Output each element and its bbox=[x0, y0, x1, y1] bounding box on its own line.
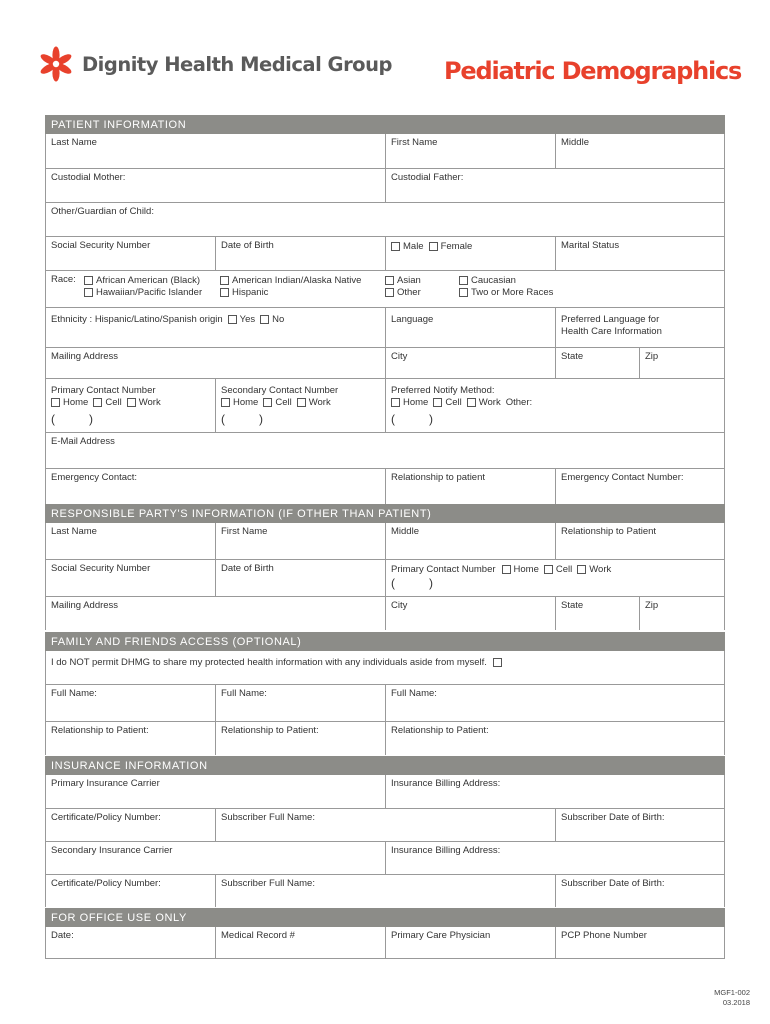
primary-certificate-field[interactable] bbox=[46, 809, 216, 841]
secondary-policy-row bbox=[45, 874, 725, 907]
section-family-friends: FAMILY AND FRIENDS ACCESS (OPTIONAL) bbox=[45, 632, 725, 651]
primary-contact-label: Primary Contact Number bbox=[51, 384, 156, 396]
secondary-contact-label: Secondary Contact Number bbox=[221, 384, 339, 396]
primary-cell-label: Cell bbox=[105, 396, 122, 408]
rp-cell-checkbox[interactable] bbox=[544, 565, 553, 574]
guardian-label: Other/Guardian of Child: bbox=[51, 206, 154, 217]
secondary-cell-label: Cell bbox=[275, 396, 292, 408]
responsible-ssn-row bbox=[45, 559, 725, 596]
hawaiian-checkbox[interactable] bbox=[84, 288, 93, 297]
primary-cell-checkbox[interactable] bbox=[93, 398, 102, 407]
custodial-mother-label: Custodial Mother: bbox=[51, 172, 126, 183]
custodial-mother-field[interactable] bbox=[46, 169, 386, 202]
family-relationship-row bbox=[45, 721, 725, 755]
medical-record-field[interactable] bbox=[216, 927, 386, 958]
city-label: City bbox=[391, 351, 408, 362]
notify-cell-checkbox[interactable] bbox=[433, 398, 442, 407]
full-name-label: Full Name: bbox=[51, 688, 97, 699]
secondary-work-checkbox[interactable] bbox=[297, 398, 306, 407]
responsible-name-row bbox=[45, 523, 725, 559]
emergency-contact-field[interactable] bbox=[46, 469, 386, 504]
family-full-name-3[interactable] bbox=[386, 685, 724, 721]
female-label: Female bbox=[440, 240, 473, 252]
mailing-address-field[interactable] bbox=[46, 348, 386, 378]
subscriber-name-label: Subscriber Full Name: bbox=[221, 812, 315, 823]
rp-last-name-field[interactable] bbox=[46, 523, 216, 559]
office-date-label: Date: bbox=[51, 930, 74, 941]
area-code-close: ) bbox=[259, 412, 263, 426]
male-label: Male bbox=[403, 240, 424, 252]
rp-home-checkbox[interactable] bbox=[502, 565, 511, 574]
form-code: MGF1-002 bbox=[714, 988, 750, 997]
rp-work-checkbox[interactable] bbox=[577, 565, 586, 574]
family-relationship-2[interactable] bbox=[216, 722, 386, 755]
form-footer bbox=[714, 988, 750, 1008]
billing-address-label: Insurance Billing Address: bbox=[391, 845, 501, 856]
primary-carrier-field[interactable] bbox=[46, 775, 386, 808]
subscriber-dob-label: Subscriber Date of Birth: bbox=[561, 812, 665, 823]
rp-mailing-field[interactable] bbox=[46, 597, 386, 630]
office-row bbox=[45, 927, 725, 958]
family-names-row bbox=[45, 684, 725, 721]
rp-relationship-field[interactable] bbox=[556, 523, 724, 559]
rp-zip-label: Zip bbox=[645, 600, 659, 611]
rp-city-label: City bbox=[391, 600, 408, 611]
certificate-label: Certificate/Policy Number: bbox=[51, 878, 161, 889]
zip-field[interactable] bbox=[640, 348, 724, 378]
secondary-cell-checkbox[interactable] bbox=[263, 398, 272, 407]
last-name-label: Last Name bbox=[51, 137, 97, 148]
ssn-field[interactable] bbox=[46, 237, 216, 270]
guardian-row bbox=[45, 202, 725, 236]
gender-field bbox=[386, 237, 556, 270]
responsible-mailing-row bbox=[45, 596, 725, 630]
race-field bbox=[46, 271, 724, 307]
notify-method-label: Preferred Notify Method: bbox=[391, 384, 495, 396]
rp-mailing-label: Mailing Address bbox=[51, 600, 119, 611]
secondary-carrier-label: Secondary Insurance Carrier bbox=[51, 845, 173, 856]
hawaiian-label: Hawaiian/Pacific Islander bbox=[96, 286, 203, 298]
area-code-open: ( bbox=[391, 412, 395, 426]
secondary-insurance-row bbox=[45, 841, 725, 874]
preferred-language-field[interactable] bbox=[556, 308, 724, 347]
area-code-close: ) bbox=[429, 412, 433, 426]
rp-primary-contact-label: Primary Contact Number bbox=[391, 563, 496, 575]
notify-home-checkbox[interactable] bbox=[391, 398, 400, 407]
org-name: Dignity Health Medical Group bbox=[82, 52, 392, 76]
family-permission-row bbox=[45, 651, 725, 684]
emergency-row bbox=[45, 468, 725, 504]
state-field[interactable] bbox=[556, 348, 640, 378]
primary-billing-address-field[interactable] bbox=[386, 775, 724, 808]
rp-ssn-field[interactable] bbox=[46, 560, 216, 596]
female-checkbox[interactable] bbox=[429, 242, 438, 251]
primary-policy-row bbox=[45, 808, 725, 841]
rp-phone-input[interactable] bbox=[391, 576, 719, 590]
rp-state-label: State bbox=[561, 600, 584, 611]
middle-name-field[interactable] bbox=[556, 134, 724, 168]
rp-first-name-field[interactable] bbox=[216, 523, 386, 559]
primary-subscriber-name-field[interactable] bbox=[216, 809, 556, 841]
primary-home-label: Home bbox=[63, 396, 89, 408]
american-indian-label: American Indian/Alaska Native bbox=[232, 274, 362, 286]
section-office-use: FOR OFFICE USE ONLY bbox=[45, 908, 725, 927]
office-date-field[interactable] bbox=[46, 927, 216, 958]
secondary-subscriber-dob-field[interactable] bbox=[556, 875, 724, 907]
medical-record-label: Medical Record # bbox=[221, 930, 295, 941]
hispanic-checkbox[interactable] bbox=[220, 288, 229, 297]
emergency-number-label: Emergency Contact Number: bbox=[561, 472, 684, 483]
demographics-form bbox=[45, 115, 725, 959]
african-american-checkbox[interactable] bbox=[84, 276, 93, 285]
section-patient-information: PATIENT INFORMATION bbox=[45, 115, 725, 134]
rp-last-name-label: Last Name bbox=[51, 526, 97, 537]
emergency-contact-label: Emergency Contact: bbox=[51, 472, 138, 483]
area-code-close: ) bbox=[429, 576, 433, 590]
relationship-label: Relationship to patient bbox=[391, 472, 486, 483]
american-indian-checkbox[interactable] bbox=[220, 276, 229, 285]
rp-city-field[interactable] bbox=[386, 597, 556, 630]
email-row bbox=[45, 432, 725, 468]
primary-phone-input[interactable] bbox=[51, 412, 210, 426]
ethnicity-no-checkbox[interactable] bbox=[260, 315, 269, 324]
family-permission-field bbox=[46, 651, 724, 684]
secondary-billing-address-field[interactable] bbox=[386, 842, 724, 874]
rp-zip-field[interactable] bbox=[640, 597, 724, 630]
first-name-label: First Name bbox=[391, 137, 438, 148]
notify-other-label: Other: bbox=[505, 396, 533, 408]
rp-relationship-label: Relationship to Patient bbox=[561, 526, 657, 537]
secondary-certificate-field[interactable] bbox=[46, 875, 216, 907]
relationship-to-patient-label: Relationship to Patient: bbox=[391, 725, 489, 736]
primary-contact-field bbox=[46, 379, 216, 432]
notify-home-label: Home bbox=[403, 396, 429, 408]
rp-dob-field[interactable] bbox=[216, 560, 386, 596]
preferred-language-label-1: Preferred Language for bbox=[561, 313, 660, 325]
document-title: Pediatric Demographics bbox=[444, 57, 742, 85]
section-insurance: INSURANCE INFORMATION bbox=[45, 756, 725, 775]
family-relationship-1[interactable] bbox=[46, 722, 216, 755]
race-label: Race: bbox=[51, 274, 76, 285]
rp-dob-label: Date of Birth bbox=[221, 563, 274, 574]
dob-field[interactable] bbox=[216, 237, 386, 270]
pcp-label: Primary Care Physician bbox=[391, 930, 491, 941]
primary-home-checkbox[interactable] bbox=[51, 398, 60, 407]
primary-carrier-label: Primary Insurance Carrier bbox=[51, 778, 160, 789]
full-name-label: Full Name: bbox=[221, 688, 267, 699]
family-permission-checkbox[interactable] bbox=[493, 658, 502, 667]
pcp-phone-field[interactable] bbox=[556, 927, 724, 958]
two-or-more-label: Two or More Races bbox=[471, 286, 554, 298]
emergency-number-field[interactable] bbox=[556, 469, 724, 504]
guardian-field[interactable] bbox=[46, 203, 724, 236]
rp-middle-label: Middle bbox=[391, 526, 419, 537]
full-name-label: Full Name: bbox=[391, 688, 437, 699]
rp-middle-field[interactable] bbox=[386, 523, 556, 559]
language-field[interactable] bbox=[386, 308, 556, 347]
family-full-name-2[interactable] bbox=[216, 685, 386, 721]
logo bbox=[36, 44, 392, 84]
secondary-home-checkbox[interactable] bbox=[221, 398, 230, 407]
rp-primary-contact-field bbox=[386, 560, 724, 596]
ethnicity-field bbox=[46, 308, 386, 347]
city-field[interactable] bbox=[386, 348, 556, 378]
last-name-field[interactable] bbox=[46, 134, 386, 168]
preferred-language-label-2: Health Care Information bbox=[561, 325, 662, 337]
relationship-field[interactable] bbox=[386, 469, 556, 504]
ethnicity-row bbox=[45, 307, 725, 347]
middle-label: Middle bbox=[561, 137, 589, 148]
relationship-to-patient-label: Relationship to Patient: bbox=[221, 725, 319, 736]
rp-first-name-label: First Name bbox=[221, 526, 268, 537]
primary-work-checkbox[interactable] bbox=[127, 398, 136, 407]
hispanic-label: Hispanic bbox=[232, 286, 269, 298]
area-code-open: ( bbox=[391, 576, 395, 590]
primary-insurance-row bbox=[45, 775, 725, 808]
secondary-home-label: Home bbox=[233, 396, 259, 408]
area-code-open: ( bbox=[221, 412, 225, 426]
secondary-carrier-field[interactable] bbox=[46, 842, 386, 874]
contact-numbers-row bbox=[45, 378, 725, 432]
custodial-row bbox=[45, 168, 725, 202]
secondary-contact-field bbox=[216, 379, 386, 432]
pcp-phone-label: PCP Phone Number bbox=[561, 930, 647, 941]
state-label: State bbox=[561, 351, 584, 362]
area-code-close: ) bbox=[89, 412, 93, 426]
other-race-checkbox[interactable] bbox=[385, 288, 394, 297]
subscriber-name-label: Subscriber Full Name: bbox=[221, 878, 315, 889]
certificate-label: Certificate/Policy Number: bbox=[51, 812, 161, 823]
asian-checkbox[interactable] bbox=[385, 276, 394, 285]
language-label: Language bbox=[391, 313, 434, 325]
mailing-address-label: Mailing Address bbox=[51, 351, 119, 362]
subscriber-dob-label: Subscriber Date of Birth: bbox=[561, 878, 665, 889]
dob-label: Date of Birth bbox=[221, 240, 274, 251]
first-name-field[interactable] bbox=[386, 134, 556, 168]
notify-cell-label: Cell bbox=[445, 396, 462, 408]
rp-ssn-label: Social Security Number bbox=[51, 563, 151, 574]
rp-home-label: Home bbox=[513, 563, 539, 575]
area-code-open: ( bbox=[51, 412, 55, 426]
ethnicity-label: Ethnicity : Hispanic/Latino/Spanish origin bbox=[51, 313, 223, 325]
marital-status-label: Marital Status bbox=[561, 240, 620, 251]
ssn-row bbox=[45, 236, 725, 270]
caucasian-checkbox[interactable] bbox=[459, 276, 468, 285]
family-full-name-1[interactable] bbox=[46, 685, 216, 721]
ssn-label: Social Security Number bbox=[51, 240, 151, 251]
secondary-subscriber-name-field[interactable] bbox=[216, 875, 556, 907]
primary-subscriber-dob-field[interactable] bbox=[556, 809, 724, 841]
relationship-to-patient-label: Relationship to Patient: bbox=[51, 725, 149, 736]
rp-work-label: Work bbox=[589, 563, 612, 575]
form-date: 03.2018 bbox=[722, 998, 750, 1007]
custodial-father-label: Custodial Father: bbox=[391, 172, 464, 183]
ethnicity-yes-checkbox[interactable] bbox=[228, 315, 237, 324]
secondary-phone-input[interactable] bbox=[221, 412, 380, 426]
zip-label: Zip bbox=[645, 351, 659, 362]
ethnicity-no-label: No bbox=[272, 313, 285, 325]
family-permission-statement: I do NOT permit DHMG to share my protected health information with any individuals aside from myself. bbox=[51, 656, 487, 668]
section-responsible-party: RESPONSIBLE PARTY'S INFORMATION (IF OTHER THAN PATIENT) bbox=[45, 504, 725, 523]
race-row bbox=[45, 270, 725, 307]
rp-cell-label: Cell bbox=[555, 563, 573, 575]
two-or-more-checkbox[interactable] bbox=[459, 288, 468, 297]
caucasian-label: Caucasian bbox=[471, 274, 516, 286]
billing-address-label: Insurance Billing Address: bbox=[391, 778, 501, 789]
notify-work-checkbox[interactable] bbox=[467, 398, 476, 407]
rp-state-field[interactable] bbox=[556, 597, 640, 630]
custodial-father-field[interactable] bbox=[386, 169, 724, 202]
male-checkbox[interactable] bbox=[391, 242, 400, 251]
email-field[interactable] bbox=[46, 433, 724, 468]
notify-work-label: Work bbox=[478, 396, 501, 408]
family-relationship-3[interactable] bbox=[386, 722, 724, 755]
notify-method-field bbox=[386, 379, 724, 432]
patient-name-row bbox=[45, 134, 725, 168]
african-american-label: African American (Black) bbox=[96, 274, 201, 286]
mailing-row bbox=[45, 347, 725, 378]
primary-work-label: Work bbox=[138, 396, 161, 408]
asian-label: Asian bbox=[397, 274, 421, 286]
marital-status-field[interactable] bbox=[556, 237, 724, 270]
email-label: E-Mail Address bbox=[51, 436, 115, 447]
secondary-work-label: Work bbox=[308, 396, 331, 408]
notify-phone-input[interactable] bbox=[391, 412, 719, 426]
dignity-health-star-icon bbox=[36, 44, 76, 84]
ethnicity-yes-label: Yes bbox=[239, 313, 256, 325]
pcp-field[interactable] bbox=[386, 927, 556, 958]
other-race-label: Other bbox=[397, 286, 421, 298]
